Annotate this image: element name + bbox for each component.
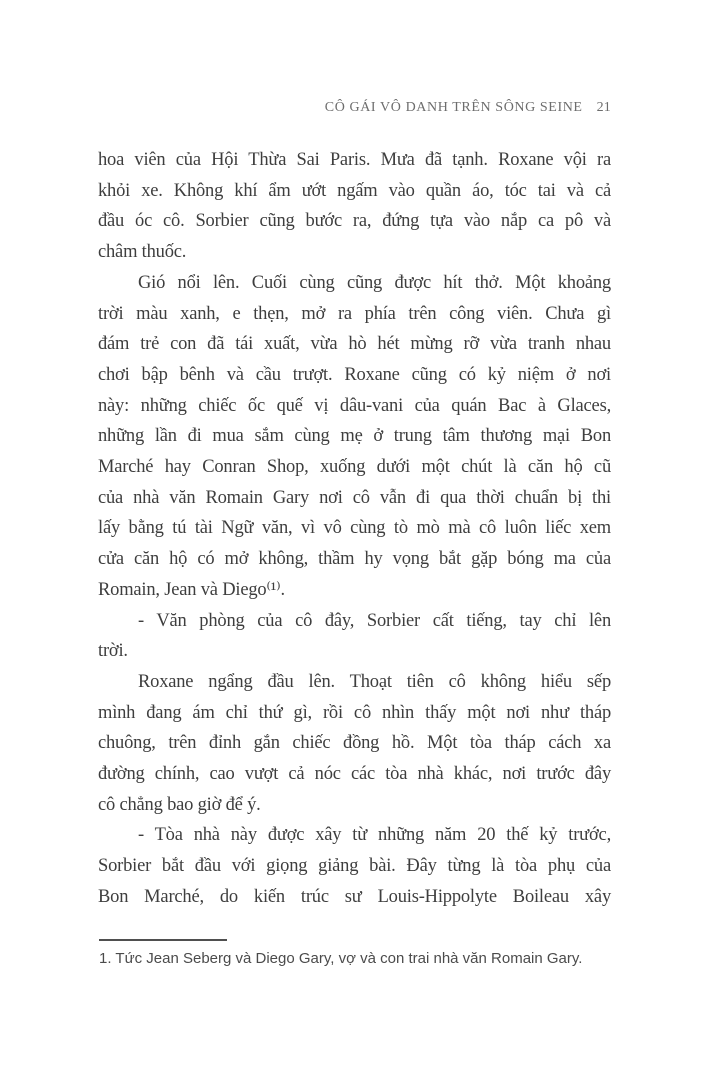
text-line: này: những chiếc ốc quế vị dâu-vani của quán Bac à Glaces,	[98, 395, 611, 416]
text-line: đường chính, cao vượt cả nóc các tòa nhà khác, nơi trước đây	[98, 764, 611, 785]
text-line: của nhà văn Romain Gary nơi cô vẫn đi qua thời chuẩn bị thi	[98, 487, 611, 508]
text-line: Gió nổi lên. Cuối cùng cũng được hít thở. Một khoảng	[138, 272, 611, 293]
text-line: Bon Marché, do kiến trúc sư Louis-Hippolyte Boileau xây	[98, 886, 611, 907]
text-line: cửa căn hộ có mở không, thầm hy vọng bắt gặp bóng ma của	[98, 549, 611, 570]
paragraph	[98, 268, 611, 606]
text-line: hoa viên của Hội Thừa Sai Paris. Mưa đã tạnh. Roxane vội ra	[98, 150, 611, 170]
text-line: Marché hay Conran Shop, xuống dưới một chút là căn hộ cũ	[98, 457, 611, 478]
text-line: đầu óc cô. Sorbier cũng bước ra, đứng tựa vào nắp ca pô và	[98, 211, 611, 232]
running-header	[98, 100, 611, 116]
text-line: chơi bập bênh và cầu trượt. Roxane cũng có kỷ niệm ở nơi	[98, 364, 611, 385]
text-line: - Văn phòng của cô đây, Sorbier cất tiếng, tay chỉ lên	[138, 610, 611, 631]
paragraph	[98, 820, 611, 912]
footnote-text: 1. Tức Jean Seberg và Diego Gary, vợ và con trai nhà văn Romain Gary.	[99, 950, 583, 967]
footnote-divider	[99, 939, 227, 941]
text-line: Roxane ngẩng đầu lên. Thoạt tiên cô không hiểu sếp	[138, 671, 611, 692]
text-line: lấy bằng tú tài Ngữ văn, vì vô cùng tò mò mà cô luôn liếc xem	[98, 518, 611, 539]
text-line: cô chẳng bao giờ để ý.	[98, 794, 261, 815]
body-text	[98, 145, 611, 913]
text-line: châm thuốc.	[98, 242, 187, 263]
page-number: 21	[596, 100, 611, 115]
text-line: khỏi xe. Không khí ẩm ướt ngấm vào quần áo, tóc tai và cả	[98, 180, 611, 201]
text-line: trời màu xanh, e thẹn, mở ra phía trên công viên. Chưa gì	[98, 303, 611, 324]
text-line: Sorbier bắt đầu với giọng giảng bài. Đây từng là tòa phụ của	[98, 856, 611, 877]
paragraph	[98, 667, 611, 821]
text-line: những lần đi mua sắm cùng mẹ ở trung tâm thương mại Bon	[98, 426, 611, 447]
text-line: Romain, Jean và Diego⁽¹⁾.	[98, 579, 285, 600]
text-line: trời.	[98, 641, 128, 662]
paragraph	[98, 606, 611, 667]
text-line: chuông, trên đỉnh gắn chiếc đồng hồ. Một tòa tháp cách xa	[98, 733, 611, 754]
paragraph	[98, 145, 611, 268]
text-line: mình đang ám chỉ thứ gì, rồi cô nhìn thấy một nơi như tháp	[98, 702, 611, 723]
text-line: - Tòa nhà này được xây từ những năm 20 thế kỷ trước,	[138, 825, 611, 846]
footnote	[99, 939, 612, 968]
text-line: đám trẻ con đã tái xuất, vừa hò hét mừng rỡ vừa tranh nhau	[98, 334, 611, 355]
running-header-title: CÔ GÁI VÔ DANH TRÊN SÔNG SEINE	[324, 100, 583, 115]
